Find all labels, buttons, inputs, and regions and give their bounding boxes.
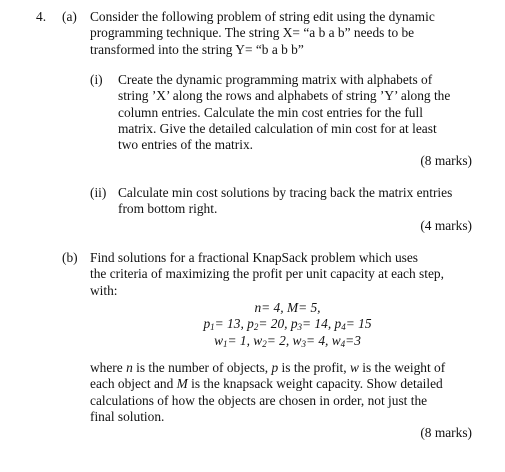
- part-b-line: with:: [90, 282, 118, 298]
- sub-i-marker: (i): [90, 72, 103, 87]
- knapsack-parameters: [150, 300, 425, 349]
- sub-ii-line: Calculate min cost solutions by tracing back the matrix entries: [118, 185, 453, 200]
- part-a-line: transformed into the string Y= “b a b b”: [90, 41, 304, 57]
- part-a-line: Consider the following problem of string edit using the dynamic: [90, 9, 435, 24]
- sub-i-line: matrix. Give the detailed calculation of min cost for at least: [118, 120, 437, 136]
- formula-weights: $w_1= 1$, $w_2= 2$, $w_3= 4$, $w_4=3$: [214, 332, 361, 349]
- part-b-tail-line: where n is the number of objects, p is the profit, w is the weight of: [90, 360, 446, 375]
- part-b-tail-line: final solution.: [90, 408, 165, 424]
- sub-i-line: two entries of the matrix.: [118, 137, 253, 153]
- sub-i-text: [118, 72, 450, 153]
- sub-ii-marks: (4 marks): [420, 218, 472, 233]
- part-b-tail-line: calculations of how the objects are chosen in order, not just the: [90, 392, 428, 408]
- part-b-line: the criteria of maximizing the profit per unit capacity at each step,: [90, 266, 444, 282]
- sub-i-marks: (8 marks): [420, 153, 472, 168]
- part-b-tail-line: each object and M is the knapsack weight capacity. Show detailed: [90, 376, 443, 392]
- sub-ii-marker: (ii): [90, 185, 107, 200]
- sub-ii-text: [118, 185, 452, 218]
- part-b-text: [90, 250, 444, 299]
- question-number: 4.: [36, 9, 47, 24]
- part-b-explanation: [90, 360, 445, 425]
- sub-i-line: Create the dynamic programming matrix with alphabets of: [118, 72, 433, 87]
- sub-i-line: column entries. Calculate the min cost entries for the full: [118, 104, 423, 120]
- part-a-text: [90, 9, 435, 58]
- part-b-line: Find solutions for a fractional KnapSack problem which uses: [90, 250, 419, 265]
- formula-n-m: n= 4, M= 5,: [254, 300, 321, 315]
- sub-i-line: string ’X’ along the rows and alphabets of string ’Y’ along the: [118, 88, 451, 104]
- formula-profits: $p_1= 13$, $p_2= 20$, $p_3= 14$, $p_4= 15$: [203, 316, 372, 333]
- part-b-marks: (8 marks): [420, 425, 472, 440]
- sub-ii-line: from bottom right.: [118, 201, 218, 217]
- part-a-line: programming technique. The string X= “a b a b” needs to be: [90, 25, 415, 41]
- part-a-marker: (a): [62, 9, 77, 24]
- part-b-marker: (b): [62, 250, 78, 265]
